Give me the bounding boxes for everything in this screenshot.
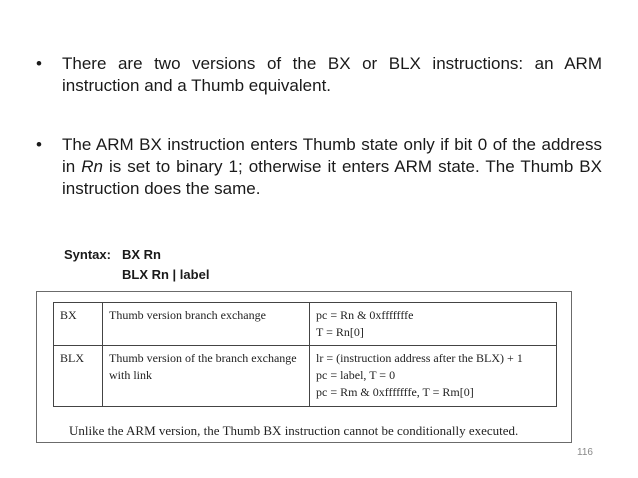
syntax-block [64, 245, 209, 285]
syntax-line-2: BLX Rn | label [122, 267, 210, 282]
description-cell: Thumb version of the branch exchange with link [103, 346, 310, 407]
operation-line: pc = label, T = 0 [316, 368, 396, 382]
bullet-dot: • [36, 135, 42, 154]
page-number: 116 [577, 447, 593, 458]
instruction-table [53, 302, 557, 407]
table-row [54, 303, 557, 346]
bullet-1-text: There are two versions of the BX or BLX instructions: an ARM instruction and a Thumb equivalent. [62, 54, 602, 95]
bullet-2-text-rn: Rn [81, 157, 103, 176]
operation-line: T = Rn[0] [316, 325, 364, 339]
operation-cell [310, 346, 557, 407]
bullet-1 [36, 53, 602, 97]
operation-cell [310, 303, 557, 346]
operation-line: pc = Rm & 0xfffffffe, T = Rm[0] [316, 385, 474, 399]
description-cell: Thumb version branch exchange [103, 303, 310, 346]
figure-caption: Unlike the ARM version, the Thumb BX instruction cannot be conditionally executed. [69, 423, 519, 438]
instruction-figure [36, 291, 572, 443]
bullet-dot: • [36, 54, 42, 73]
mnemonic-cell: BLX [54, 346, 103, 407]
bullet-2 [36, 134, 602, 200]
operation-line: pc = Rn & 0xfffffffe [316, 308, 414, 322]
syntax-label: Syntax: [64, 247, 111, 262]
table-row [54, 346, 557, 407]
mnemonic-cell: BX [54, 303, 103, 346]
bullet-2-text-post: is set to binary 1; otherwise it enters ARM state. The Thumb BX instruction does the same. [62, 157, 602, 198]
bullet-2-text [62, 134, 602, 200]
operation-line: lr = (instruction address after the BLX) + 1 [316, 351, 523, 365]
syntax-line-1: BX Rn [122, 247, 161, 262]
bullet-2-text-pre: The ARM BX instruction enters Thumb state only if bit 0 of the address in [62, 135, 602, 176]
